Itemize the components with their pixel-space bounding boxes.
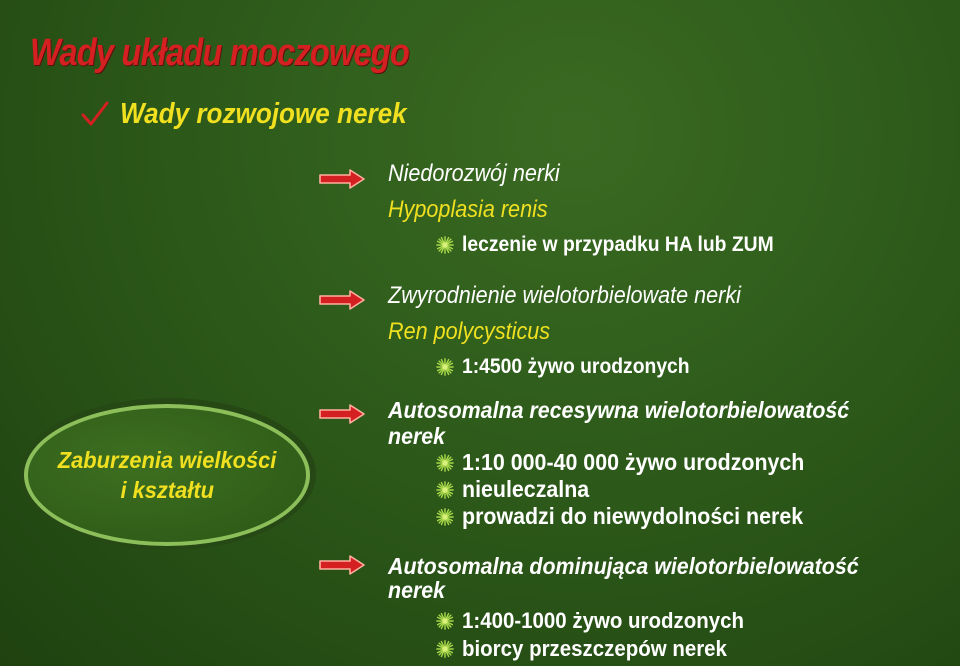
section-2-latin: Ren polycysticus (388, 318, 551, 345)
bullet-text: 1:10 000-40 000 żywo urodzonych (462, 449, 805, 475)
section-3-heading: Autosomalna recesywna wielotorbielowatość (388, 397, 850, 423)
star-burst-icon (436, 481, 454, 499)
bullet-text: leczenie w przypadku HA lub ZUM (462, 233, 774, 256)
section-4-heading: Autosomalna dominująca wielotorbielowatość (388, 553, 859, 579)
section-3-bullet-1 (436, 449, 830, 476)
star-burst-icon (436, 454, 454, 472)
section-3-bullet-2 (436, 476, 599, 503)
slide-title: Wady układu moczowego (30, 32, 410, 74)
star-burst-icon (436, 236, 454, 254)
slide-subtitle: Wady rozwojowe nerek (120, 98, 407, 130)
arrow-right-icon (318, 168, 366, 190)
section-4-heading-cont: nerek (388, 577, 446, 603)
oval-line-2: i kształtu (120, 477, 214, 503)
section-4-bullet-1 (436, 608, 765, 634)
bullet-text: nieuleczalna (462, 476, 590, 502)
section-2-heading: Zwyrodnienie wielotorbielowate nerki (388, 282, 741, 309)
oval-line-1: Zaburzenia wielkości (57, 447, 277, 473)
bullet-text: biorcy przeszczepów nerek (462, 636, 727, 661)
section-4-bullet-2 (436, 636, 747, 662)
section-1-heading: Niedorozwój nerki (388, 160, 560, 187)
section-3-heading-cont: nerek (388, 423, 446, 449)
star-burst-icon (436, 358, 454, 376)
section-2-bullet-1 (436, 355, 709, 379)
bullet-text: 1:4500 żywo urodzonych (462, 355, 690, 378)
section-1-latin: Hypoplasia renis (388, 196, 548, 223)
arrow-right-icon (318, 554, 366, 576)
subtitle-row (80, 98, 439, 131)
arrow-right-icon (318, 289, 366, 311)
category-oval (28, 408, 306, 542)
star-burst-icon (436, 508, 454, 526)
section-1-bullet-1 (436, 233, 801, 257)
arrow-right-icon (318, 403, 366, 425)
section-3-bullet-3 (436, 503, 829, 530)
star-burst-icon (436, 640, 454, 658)
bullet-text: 1:400-1000 żywo urodzonych (462, 608, 744, 633)
bullet-text: prowadzi do niewydolności nerek (462, 503, 804, 529)
checkmark-icon (80, 100, 110, 130)
star-burst-icon (436, 612, 454, 630)
